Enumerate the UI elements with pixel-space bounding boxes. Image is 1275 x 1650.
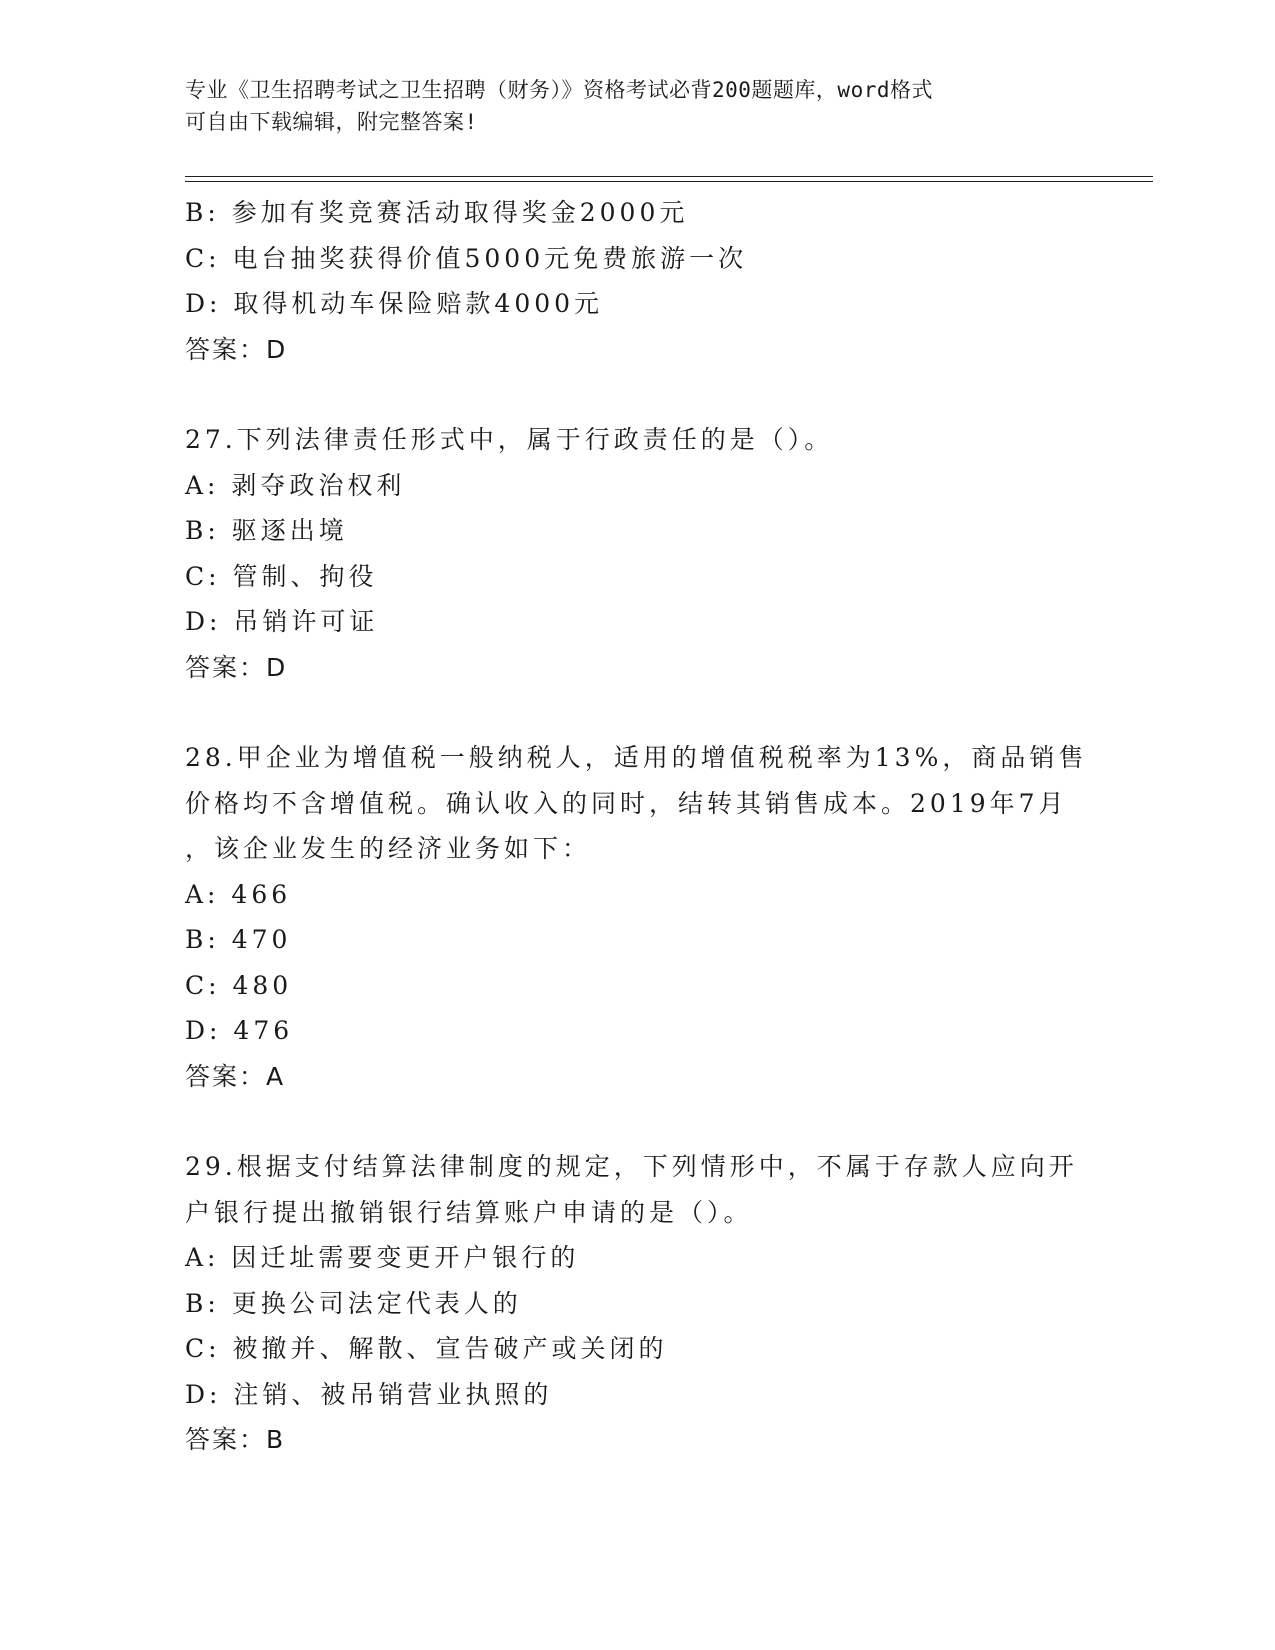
question-26-continued	[185, 190, 1085, 372]
question-text-line-2: 户银行提出撤销银行结算账户申请的是（）。	[185, 1197, 753, 1227]
header-divider-bottom	[185, 181, 1153, 182]
spacer	[185, 1099, 1085, 1144]
option-b: B: 更换公司法定代表人的	[185, 1288, 522, 1318]
question-29	[185, 1144, 1085, 1463]
option-d: D: 取得机动车保险赔款4000元	[185, 289, 604, 318]
document-header	[185, 74, 1085, 138]
answer-line: 答案：B	[185, 1425, 286, 1454]
option-c: C: 电台抽奖获得价值5000元免费旅游一次	[185, 243, 748, 273]
header-divider-top	[185, 176, 1153, 177]
answer-line: 答案：D	[185, 652, 288, 682]
spacer	[185, 690, 1085, 735]
option-a: A: 因迁址需要变更开户银行的	[185, 1243, 580, 1272]
option-c: C: 被撤并、解散、宣告破产或关闭的	[185, 1334, 668, 1363]
question-27	[185, 417, 1085, 690]
option-c: C: 管制、拘役	[185, 561, 378, 591]
option-b: B: 参加有奖竞赛活动取得奖金2000元	[185, 198, 689, 227]
question-text-line-1: 28.甲企业为增值税一般纳税人，适用的增值税税率为13%，商品销售	[185, 743, 1088, 772]
header-line-1: 专业《卫生招聘考试之卫生招聘（财务）》资格考试必背200题题库，word格式	[185, 78, 933, 102]
question-list	[185, 190, 1088, 1463]
option-a: A: 466	[185, 879, 292, 909]
question-text: 27.下列法律责任形式中，属于行政责任的是（）。	[185, 425, 834, 454]
question-text-line-3: ，该企业发生的经济业务如下：	[185, 834, 592, 863]
header-line-2: 可自由下载编辑，附完整答案!	[185, 110, 478, 134]
spacer	[185, 372, 1085, 417]
answer-line: 答案：D	[185, 334, 288, 364]
question-28	[185, 735, 1088, 1099]
option-a: A: 剥夺政治权利	[185, 470, 406, 500]
option-b: B: 驱逐出境	[185, 516, 348, 545]
option-c: C: 480	[185, 970, 293, 1000]
question-text-line-1: 29.根据支付结算法律制度的规定，下列情形中，不属于存款人应向开	[185, 1152, 1078, 1181]
question-text-line-2: 价格均不含增值税。确认收入的同时，结转其销售成本。2019年7月	[185, 788, 1068, 818]
option-b: B: 470	[185, 925, 292, 954]
option-d: D: 注销、被吊销营业执照的	[185, 1379, 553, 1409]
option-d: D: 476	[185, 1016, 294, 1045]
option-d: D: 吊销许可证	[185, 607, 379, 636]
answer-line: 答案：A	[185, 1061, 286, 1091]
